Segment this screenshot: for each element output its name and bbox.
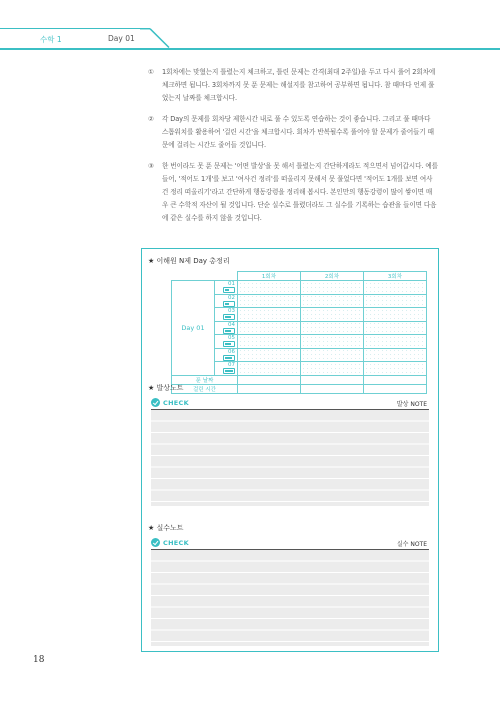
mistake-note	[151, 537, 429, 646]
date-cell[interactable]	[238, 375, 301, 384]
instruction-text: 한 번이라도 못 푼 문제는 '어떤 발상'을 못 해서 틀렸는지 간단하게라도 적으면서 넘어갑시다. 예를 들어, '적어도 1개'를 보고 '여사건 정리'를 떠올리지 못해서 못 풀었다면 '적어도 1개를 보면 여사건 정리 떠올리기'라고 간단하게 행동강령을 정리해 봅시다. 본인만의 행동강령이 많이 쌓이면 매우 큰 수학적 자산이 될 것입니다. 단순 실수로 틀렸더라도 그 실수를 기록하는 습관을 들이면 다음에 같은 실수를 하지 않을 것입니다.	[162, 162, 438, 222]
question-number: 05	[215, 335, 238, 349]
answer-cell[interactable]	[364, 294, 427, 308]
header-subject: 수학 1	[40, 35, 62, 44]
time-cell[interactable]	[238, 384, 301, 393]
mistake-note-title	[148, 523, 184, 533]
record-title	[148, 256, 230, 266]
answer-cell[interactable]	[301, 281, 364, 295]
answer-cell[interactable]	[301, 308, 364, 322]
round-header: 2회차	[301, 272, 364, 281]
answer-cell[interactable]	[301, 294, 364, 308]
idea-note-title	[148, 383, 184, 393]
answer-cell[interactable]	[238, 335, 301, 349]
answer-cell[interactable]	[301, 335, 364, 349]
question-number: 03	[215, 308, 238, 322]
date-cell[interactable]	[301, 375, 364, 384]
record-table	[171, 271, 427, 394]
battery-icon	[223, 341, 235, 347]
answer-cell[interactable]	[364, 281, 427, 295]
mistake-note-header	[151, 537, 429, 550]
instruction-number: ②	[148, 115, 154, 123]
instruction-3	[148, 160, 438, 225]
mistake-note-title-text: 실수노트	[156, 524, 184, 532]
instruction-text: 1회차에는 맞혔는지 틀렸는지 체크하고, 틀린 문제는 간격(최대 2주일)을 두고 다시 풀어 2회차에 체크하면 됩니다. 3회차까지 못 푼 문제는 해설지를 참고하여 공부하면 됩니다. 참 때마다 언제 풀었는지 날짜를 체크합시다.	[162, 68, 436, 102]
check-label: CHECK	[163, 538, 189, 547]
instruction-number: ③	[148, 162, 154, 170]
answer-cell[interactable]	[301, 362, 364, 376]
answer-cell[interactable]	[364, 348, 427, 362]
answer-cell[interactable]	[238, 294, 301, 308]
question-number: 04	[215, 321, 238, 335]
answer-cell[interactable]	[238, 308, 301, 322]
battery-icon	[223, 301, 235, 307]
date-cell[interactable]	[364, 375, 427, 384]
battery-icon	[223, 368, 235, 374]
answer-cell[interactable]	[238, 362, 301, 376]
battery-icon	[223, 355, 235, 361]
day-label: Day 01	[172, 281, 215, 376]
question-number: 02	[215, 294, 238, 308]
answer-cell[interactable]	[238, 321, 301, 335]
idea-note-lines[interactable]	[151, 410, 429, 506]
round-header: 3회차	[364, 272, 427, 281]
answer-cell[interactable]	[364, 362, 427, 376]
round-header: 1회차	[238, 272, 301, 281]
idea-note-header	[151, 397, 429, 410]
check-icon	[151, 398, 160, 407]
question-number: 06	[215, 348, 238, 362]
answer-cell[interactable]	[238, 348, 301, 362]
idea-note-label: 발상 NOTE	[396, 401, 427, 408]
battery-icon	[223, 328, 235, 334]
time-cell[interactable]	[364, 384, 427, 393]
star-icon: ★	[148, 384, 155, 392]
star-icon: ★	[148, 524, 155, 532]
check-badge	[151, 397, 189, 408]
answer-cell[interactable]	[364, 335, 427, 349]
idea-note	[151, 397, 429, 506]
header-tab-slant	[140, 28, 170, 48]
answer-cell[interactable]	[301, 321, 364, 335]
mistake-note-lines[interactable]	[151, 550, 429, 646]
instruction-2	[148, 113, 438, 152]
question-number: 07	[215, 362, 238, 376]
instruction-text: 각 Day의 문제를 회차당 제한시간 내로 풀 수 있도록 연습하는 것이 좋습니다. 그리고 풀 때마다 스톱워치를 활용하여 '걸린 시간'을 체크합시다. 회차가 반복될수록 풀어야 할 문제가 줄어들기 때문에 걸리는 시간도 줄어들 것입니다.	[162, 115, 434, 149]
time-label: 걸린 시간	[172, 384, 238, 393]
date-label: 푼 날짜	[172, 375, 238, 384]
answer-cell[interactable]	[238, 281, 301, 295]
mistake-note-label: 실수 NOTE	[396, 541, 427, 548]
record-title-text: 이해원 N제 Day 총정리	[156, 257, 230, 265]
star-icon: ★	[148, 257, 155, 265]
instruction-number: ①	[148, 68, 154, 76]
instruction-1	[148, 66, 438, 105]
page-number: 18	[33, 655, 45, 665]
check-badge	[151, 537, 189, 548]
battery-icon	[223, 314, 235, 320]
time-cell[interactable]	[301, 384, 364, 393]
answer-cell[interactable]	[301, 348, 364, 362]
question-number: 01	[215, 281, 238, 295]
answer-cell[interactable]	[364, 308, 427, 322]
idea-note-title-text: 발상노트	[156, 384, 184, 392]
check-label: CHECK	[163, 398, 189, 407]
battery-icon	[223, 287, 235, 293]
header-day: Day 01	[108, 34, 135, 43]
header-rule	[0, 48, 500, 50]
answer-cell[interactable]	[364, 321, 427, 335]
check-icon	[151, 538, 160, 547]
